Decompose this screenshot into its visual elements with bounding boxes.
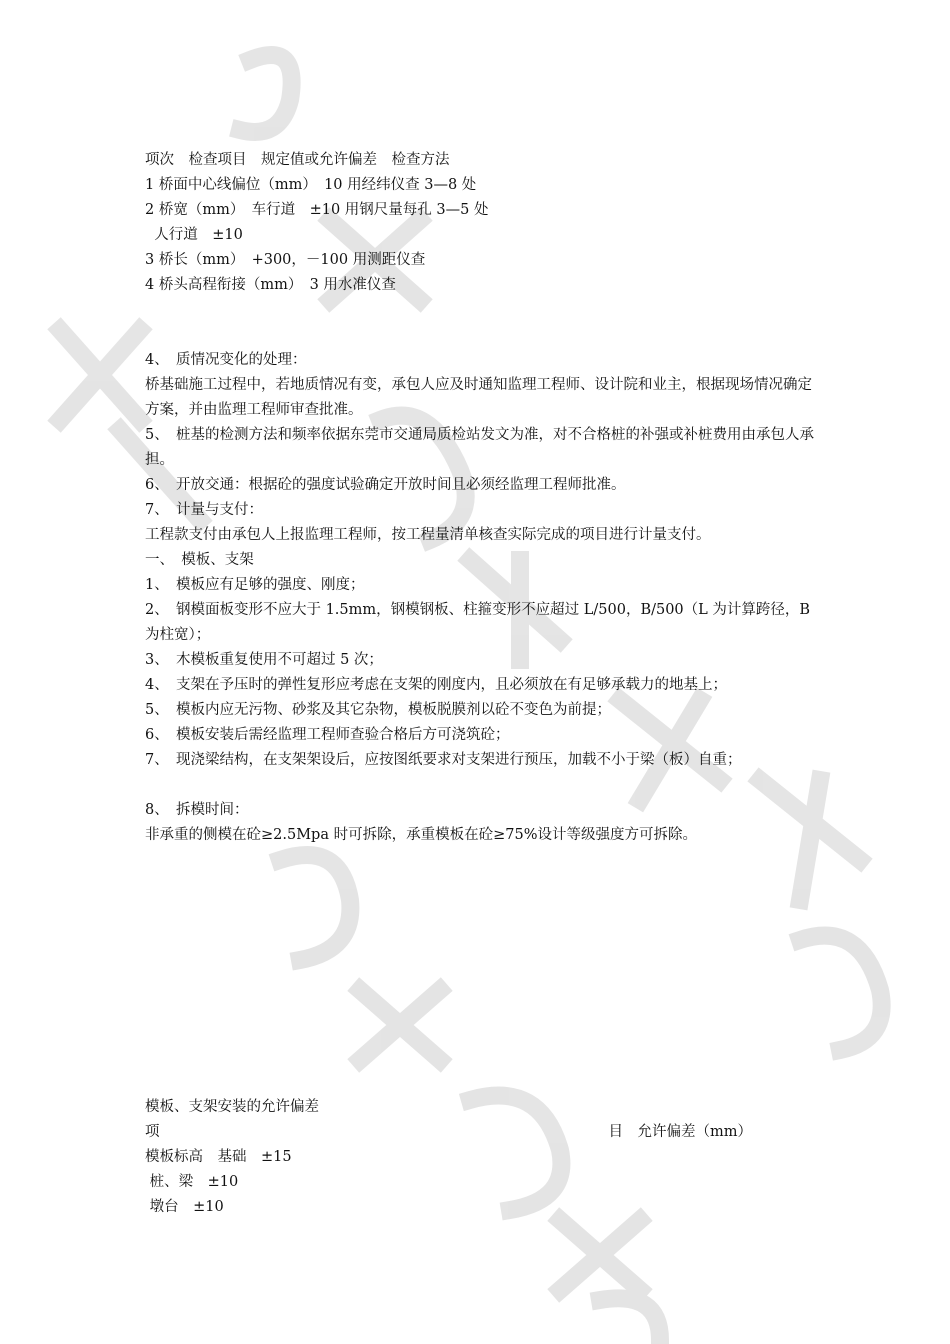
section-item7-body: 工程款支付由承包人上报监理工程师，按工程量清单核查实际完成的项目进行计量支付。 [145, 527, 711, 543]
table2-row: 模板标高 基础 ±15 [145, 1149, 292, 1165]
section-item4-title: 4、 质情况变化的处理： [145, 352, 307, 368]
formwork-item: 8、 拆模时间： [145, 802, 249, 818]
formwork-item: 4、 支架在予压时的弹性复形应考虑在支架的刚度内，且必须放在有足够承载力的地基上； [145, 677, 727, 693]
formwork-item: 2、 钢模面板变形不应大于 1.5mm，钢模钢板、柱箍变形不应超过 L/500，B/500（L 为计算跨径，B 为柱宽）； [145, 602, 811, 643]
table2-row: 桩、梁 ±10 [145, 1174, 239, 1190]
table1-row: 1 桥面中心线偏位（mm） 10 用经纬仪查 3—8 处 [145, 177, 477, 193]
section-item4-body: 桥基础施工过程中，若地质情况有变，承包人应及时通知监理工程师、设计院和业主，根据现场情况确定方案，并由监理工程师审查批准。 [145, 377, 812, 418]
formwork-heading: 一、 模板、支架 [145, 552, 254, 568]
table1-row: 3 桥长（mm） +300，－100 用测距仪查 [145, 252, 426, 268]
formwork-item: 5、 模板内应无污物、砂浆及其它杂物，模板脱膜剂以砼不变色为前提； [145, 702, 611, 718]
table1-row: 2 桥宽（mm） 车行道 ±10 用钢尺量每孔 3—5 处 [145, 202, 489, 218]
table2-header-left: 项 [145, 1124, 160, 1140]
table1-row: 人行道 ±10 [145, 227, 243, 243]
section-item5: 5、 桩基的检测方法和频率依据东莞市交通局质检站发文为准，对不合格桩的补强或补桩费用由承包人承担。 [145, 427, 814, 468]
table2-title: 模板、支架安装的允许偏差 [145, 1099, 319, 1115]
table2-header-right: 目 允许偏差（mm） [608, 1124, 752, 1140]
table2-row: 墩台 ±10 [145, 1199, 224, 1215]
section-item7-title: 7、 计量与支付： [145, 502, 263, 518]
formwork-item: 3、 木模板重复使用不可超过 5 次； [145, 652, 383, 668]
table1-row: 4 桥头高程衔接（mm） 3 用水准仪查 [145, 277, 396, 293]
table1-header: 项次 检查项目 规定值或允许偏差 检查方法 [145, 152, 450, 168]
formwork-item8-body: 非承重的侧模在砼≥2.5Mpa 时可拆除，承重模板在砼≥75%设计等级强度方可拆除。 [145, 827, 697, 843]
formwork-item: 1、 模板应有足够的强度、刚度； [145, 577, 365, 593]
section-item6: 6、 开放交通：根据砼的强度试验确定开放时间且必须经监理工程师批准。 [145, 477, 626, 493]
table2-header [145, 1120, 752, 1145]
formwork-item: 7、 现浇梁结构，在支架架设后，应按图纸要求对支架进行预压，加载不小于梁（板）自重； [145, 752, 742, 768]
formwork-item: 6、 模板安装后需经监理工程师查验合格后方可浇筑砼； [145, 727, 510, 743]
